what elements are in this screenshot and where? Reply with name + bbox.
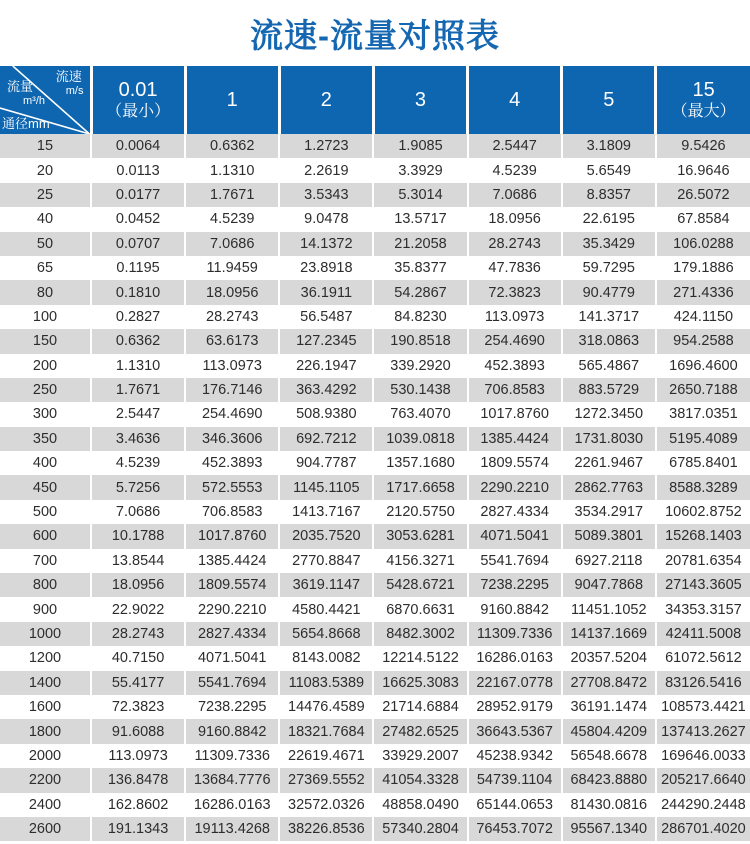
flow-value-cell: 4.5239 — [185, 207, 279, 231]
flow-value-cell: 7238.2295 — [468, 573, 562, 597]
flow-value-cell: 6927.2118 — [562, 549, 656, 573]
flow-value-cell: 1809.5574 — [468, 451, 562, 475]
row-header-diameter: 800 — [32, 577, 58, 594]
row-header-diameter: 25 — [36, 186, 54, 203]
table-row-dn-700 — [0, 549, 750, 573]
row-header-diameter: 250 — [32, 382, 58, 399]
flow-value-cell: 3534.2917 — [562, 500, 656, 524]
flow-value-cell: 11451.1052 — [562, 597, 656, 621]
row-header-diameter: 450 — [32, 479, 58, 496]
flow-value-cell: 38226.8536 — [279, 817, 373, 841]
flow-value-cell: 15268.1403 — [656, 524, 750, 548]
flow-value-cell: 81430.0816 — [562, 793, 656, 817]
row-header-diameter: 65 — [36, 260, 54, 277]
flow-value-cell: 14.1372 — [279, 232, 373, 256]
table-row-dn-400 — [0, 451, 750, 475]
flow-value-cell: 40.7150 — [91, 646, 185, 670]
table-row-dn-500 — [0, 500, 750, 524]
flow-value-cell: 95567.1340 — [562, 817, 656, 841]
flow-value-cell: 67.8584 — [656, 207, 750, 231]
table-row-dn-50 — [0, 232, 750, 256]
row-header-diameter: 15 — [36, 138, 54, 155]
flow-value-cell: 1413.7167 — [279, 500, 373, 524]
row-header-diameter: 1600 — [28, 699, 62, 716]
flow-value-cell: 565.4867 — [562, 354, 656, 378]
flow-value-cell: 2770.8847 — [279, 549, 373, 573]
flow-value-cell: 1696.4600 — [656, 354, 750, 378]
flow-value-cell: 42411.5008 — [656, 622, 750, 646]
flow-value-cell: 28.2743 — [185, 305, 279, 329]
flow-value-cell: 14476.4589 — [279, 695, 373, 719]
flow-value-cell: 0.0452 — [91, 207, 185, 231]
flow-value-cell: 20781.6354 — [656, 549, 750, 573]
flow-value-cell: 2.2619 — [279, 158, 373, 182]
flow-value-cell: 0.6362 — [185, 134, 279, 158]
row-header-diameter: 900 — [32, 601, 58, 618]
flow-value-cell: 1017.8760 — [468, 402, 562, 426]
flow-value-cell: 191.1343 — [91, 817, 185, 841]
flow-value-cell: 179.1886 — [656, 256, 750, 280]
flow-value-cell: 2290.2210 — [468, 475, 562, 499]
flow-value-cell: 11309.7336 — [185, 744, 279, 768]
flow-value-cell: 7.0686 — [185, 232, 279, 256]
table-row-dn-300 — [0, 402, 750, 426]
flow-value-cell: 9047.7868 — [562, 573, 656, 597]
flow-value-cell: 2290.2210 — [185, 597, 279, 621]
flow-value-cell: 8143.0082 — [279, 646, 373, 670]
flow-value-cell: 27708.8472 — [562, 671, 656, 695]
flow-value-cell: 7238.2295 — [185, 695, 279, 719]
column-header-value: 0.01 — [118, 79, 158, 101]
table-row-dn-1200 — [0, 646, 750, 670]
flow-value-cell: 5195.4089 — [656, 427, 750, 451]
row-header-diameter: 1800 — [28, 723, 62, 740]
flow-value-cell: 26.5072 — [656, 183, 750, 207]
flow-value-cell: 22.6195 — [562, 207, 656, 231]
flow-value-cell: 1.9085 — [373, 134, 467, 158]
flow-value-cell: 1039.0818 — [373, 427, 467, 451]
flow-value-cell: 254.4690 — [185, 402, 279, 426]
flow-value-cell: 10602.8752 — [656, 500, 750, 524]
flow-value-cell: 1272.3450 — [562, 402, 656, 426]
flow-value-cell: 452.3893 — [185, 451, 279, 475]
flow-value-cell: 6870.6631 — [373, 597, 467, 621]
flow-value-cell: 7.0686 — [468, 183, 562, 207]
flow-value-cell: 424.1150 — [656, 305, 750, 329]
column-header-value: 1 — [226, 89, 238, 111]
flow-value-cell: 1385.4424 — [185, 549, 279, 573]
row-header-diameter: 2600 — [28, 821, 62, 838]
table-row-dn-2400 — [0, 793, 750, 817]
flow-value-cell: 57340.2804 — [373, 817, 467, 841]
flow-value-cell: 22619.4671 — [279, 744, 373, 768]
page-title: 流速-流量对照表 — [250, 16, 500, 54]
flow-value-cell: 13.5717 — [373, 207, 467, 231]
flow-value-cell: 141.3717 — [562, 305, 656, 329]
flow-value-cell: 4156.3271 — [373, 549, 467, 573]
flow-value-cell: 2035.7520 — [279, 524, 373, 548]
row-header-diameter: 600 — [32, 528, 58, 545]
header-row — [0, 66, 750, 134]
table-row-dn-350 — [0, 427, 750, 451]
row-header-diameter: 80 — [36, 284, 54, 301]
table-row-dn-100 — [0, 305, 750, 329]
flow-value-cell: 530.1438 — [373, 378, 467, 402]
flow-value-cell: 22.9022 — [91, 597, 185, 621]
flow-value-cell: 113.0973 — [91, 744, 185, 768]
flow-value-cell: 18.0956 — [91, 573, 185, 597]
flow-value-cell: 56548.6678 — [562, 744, 656, 768]
flow-value-cell: 318.0863 — [562, 329, 656, 353]
flow-value-cell: 0.0177 — [91, 183, 185, 207]
table-row-dn-450 — [0, 475, 750, 499]
flow-value-cell: 11083.5389 — [279, 671, 373, 695]
flow-value-cell: 5541.7694 — [468, 549, 562, 573]
flow-value-cell: 2827.4334 — [185, 622, 279, 646]
flow-value-cell: 692.7212 — [279, 427, 373, 451]
column-header-value: 2 — [320, 89, 332, 111]
flow-value-cell: 27482.6525 — [373, 719, 467, 743]
column-header-velocity-1 — [185, 66, 279, 134]
flow-value-cell: 10.1788 — [91, 524, 185, 548]
flow-value-cell: 28952.9179 — [468, 695, 562, 719]
flow-value-cell: 3817.0351 — [656, 402, 750, 426]
flow-value-cell: 763.4070 — [373, 402, 467, 426]
flow-value-cell: 18.0956 — [185, 280, 279, 304]
flow-value-cell: 127.2345 — [279, 329, 373, 353]
column-header-velocity-2 — [279, 66, 373, 134]
flow-value-cell: 2261.9467 — [562, 451, 656, 475]
flow-value-cell: 4.5239 — [468, 158, 562, 182]
flow-value-cell: 14137.1669 — [562, 622, 656, 646]
flow-value-cell: 47.7836 — [468, 256, 562, 280]
flow-value-cell: 35.8377 — [373, 256, 467, 280]
flow-value-cell: 1731.8030 — [562, 427, 656, 451]
flow-value-cell: 205217.6640 — [656, 768, 750, 792]
flow-value-cell: 23.8918 — [279, 256, 373, 280]
flow-value-cell: 6785.8401 — [656, 451, 750, 475]
column-header-value: 3 — [414, 89, 427, 111]
row-header-diameter: 500 — [32, 504, 58, 521]
column-header-velocity-0.01 — [91, 66, 185, 134]
row-header-diameter: 100 — [32, 308, 58, 325]
row-header-diameter: 300 — [32, 406, 58, 423]
flow-value-cell: 54739.1104 — [468, 768, 562, 792]
flow-value-cell: 0.0707 — [91, 232, 185, 256]
flow-value-cell: 271.4336 — [656, 280, 750, 304]
flow-value-cell: 41054.3328 — [373, 768, 467, 792]
flow-value-cell: 76453.7072 — [468, 817, 562, 841]
flow-value-cell: 45238.9342 — [468, 744, 562, 768]
flow-value-cell: 9160.8842 — [185, 719, 279, 743]
flow-value-cell: 84.8230 — [373, 305, 467, 329]
flow-value-cell: 3.1809 — [562, 134, 656, 158]
row-header-diameter: 400 — [32, 455, 58, 472]
table-row-dn-25 — [0, 183, 750, 207]
table-row-dn-1000 — [0, 622, 750, 646]
flow-value-cell: 2.5447 — [91, 402, 185, 426]
flow-value-cell: 16625.3083 — [373, 671, 467, 695]
flow-value-cell: 11.9459 — [185, 256, 279, 280]
flow-value-cell: 16286.0163 — [185, 793, 279, 817]
flow-value-cell: 54.2867 — [373, 280, 467, 304]
column-header-velocity-4 — [468, 66, 562, 134]
row-header-diameter: 1400 — [28, 674, 62, 691]
flow-value-cell: 27143.3605 — [656, 573, 750, 597]
row-header-diameter: 2200 — [28, 772, 62, 789]
column-header-velocity-15 — [656, 66, 750, 134]
corner-diameter-label: 通径mm — [2, 116, 50, 132]
flow-value-cell: 572.5553 — [185, 475, 279, 499]
flow-value-cell: 5654.8668 — [279, 622, 373, 646]
flow-value-cell: 226.1947 — [279, 354, 373, 378]
table-corner-cell — [0, 66, 91, 134]
flow-value-cell: 16286.0163 — [468, 646, 562, 670]
table-row-dn-1600 — [0, 695, 750, 719]
flow-value-cell: 1357.1680 — [373, 451, 467, 475]
flow-value-cell: 34353.3157 — [656, 597, 750, 621]
flow-value-cell: 9.0478 — [279, 207, 373, 231]
flow-value-cell: 3053.6281 — [373, 524, 467, 548]
flow-value-cell: 2827.4334 — [468, 500, 562, 524]
flow-value-cell: 0.1195 — [91, 256, 185, 280]
flow-value-cell: 13684.7776 — [185, 768, 279, 792]
flow-value-cell: 20357.5204 — [562, 646, 656, 670]
flow-value-cell: 32572.0326 — [279, 793, 373, 817]
flow-value-cell: 68423.8880 — [562, 768, 656, 792]
table-row-dn-40 — [0, 207, 750, 231]
flow-value-cell: 363.4292 — [279, 378, 373, 402]
table-row-dn-65 — [0, 256, 750, 280]
table-row-dn-250 — [0, 378, 750, 402]
flow-value-cell: 244290.2448 — [656, 793, 750, 817]
flow-value-cell: 72.3823 — [468, 280, 562, 304]
flow-value-cell: 28.2743 — [468, 232, 562, 256]
table-row-dn-15 — [0, 134, 750, 158]
flow-value-cell: 3.4636 — [91, 427, 185, 451]
row-header-diameter: 150 — [32, 333, 58, 350]
flow-value-cell: 4580.4421 — [279, 597, 373, 621]
flow-value-cell: 162.8602 — [91, 793, 185, 817]
flow-value-cell: 63.6173 — [185, 329, 279, 353]
flow-value-cell: 36.1911 — [279, 280, 373, 304]
flow-value-cell: 5089.3801 — [562, 524, 656, 548]
row-header-diameter: 350 — [32, 430, 58, 447]
flow-value-cell: 113.0973 — [468, 305, 562, 329]
column-header-value: 4 — [509, 89, 521, 111]
flow-value-cell: 36191.1474 — [562, 695, 656, 719]
row-header-diameter: 700 — [32, 552, 58, 569]
flow-value-cell: 190.8518 — [373, 329, 467, 353]
flow-value-cell: 21714.6884 — [373, 695, 467, 719]
flow-value-cell: 16.9646 — [656, 158, 750, 182]
flow-value-cell: 28.2743 — [91, 622, 185, 646]
table-row-dn-150 — [0, 329, 750, 353]
flow-value-cell: 113.0973 — [185, 354, 279, 378]
table-row-dn-900 — [0, 597, 750, 621]
flow-value-cell: 508.9380 — [279, 402, 373, 426]
flow-value-cell: 339.2920 — [373, 354, 467, 378]
flow-value-cell: 286701.4020 — [656, 817, 750, 841]
table-row-dn-200 — [0, 354, 750, 378]
flow-value-cell: 0.1810 — [91, 280, 185, 304]
flow-value-cell: 0.0064 — [91, 134, 185, 158]
flow-value-cell: 19113.4268 — [185, 817, 279, 841]
title-bar — [0, 0, 750, 66]
flow-rate-table — [0, 66, 750, 841]
flow-value-cell: 8482.3002 — [373, 622, 467, 646]
column-header-value: 15 — [692, 79, 715, 101]
flow-value-cell: 0.0113 — [91, 158, 185, 182]
flow-value-cell: 91.6088 — [91, 719, 185, 743]
flow-value-cell: 2862.7763 — [562, 475, 656, 499]
flow-value-cell: 22167.0778 — [468, 671, 562, 695]
row-header-diameter: 1000 — [28, 626, 62, 642]
flow-value-cell: 13.8544 — [91, 549, 185, 573]
table-row-dn-2200 — [0, 768, 750, 792]
flow-value-cell: 1.1310 — [91, 354, 185, 378]
corner-velocity-label: 流速 m/s — [55, 69, 84, 97]
row-header-diameter: 1200 — [28, 650, 62, 667]
flow-value-cell: 18.0956 — [468, 207, 562, 231]
flow-value-cell: 21.2058 — [373, 232, 467, 256]
flow-value-cell: 346.3606 — [185, 427, 279, 451]
flow-value-cell: 4.5239 — [91, 451, 185, 475]
flow-value-cell: 65144.0653 — [468, 793, 562, 817]
flow-value-cell: 5.3014 — [373, 183, 467, 207]
table-row-dn-800 — [0, 573, 750, 597]
column-header-qualifier: （最大） — [671, 103, 736, 120]
flow-value-cell: 108573.4421 — [656, 695, 750, 719]
flow-value-cell: 1809.5574 — [185, 573, 279, 597]
flow-value-cell: 1717.6658 — [373, 475, 467, 499]
row-header-diameter: 2000 — [28, 747, 62, 764]
row-header-diameter: 2400 — [28, 796, 62, 813]
flow-value-cell: 45804.4209 — [562, 719, 656, 743]
flow-value-cell: 5.6549 — [562, 158, 656, 182]
flow-value-cell: 1385.4424 — [468, 427, 562, 451]
row-header-diameter: 20 — [36, 162, 54, 179]
flow-value-cell: 1.2723 — [279, 134, 373, 158]
flow-value-cell: 7.0686 — [91, 500, 185, 524]
flow-value-cell: 1.1310 — [185, 158, 279, 182]
flow-value-cell: 11309.7336 — [468, 622, 562, 646]
flow-value-cell: 136.8478 — [91, 768, 185, 792]
flow-value-cell: 48858.0490 — [373, 793, 467, 817]
flow-value-cell: 5428.6721 — [373, 573, 467, 597]
flow-value-cell: 954.2588 — [656, 329, 750, 353]
flow-value-cell: 55.4177 — [91, 671, 185, 695]
flow-value-cell: 2.5447 — [468, 134, 562, 158]
flow-value-cell: 106.0288 — [656, 232, 750, 256]
table-row-dn-2000 — [0, 744, 750, 768]
column-header-qualifier: （最小） — [106, 103, 171, 120]
flow-value-cell: 9.5426 — [656, 134, 750, 158]
flow-value-cell: 8.8357 — [562, 183, 656, 207]
flow-value-cell: 706.8583 — [468, 378, 562, 402]
flow-value-cell: 0.6362 — [91, 329, 185, 353]
flow-value-cell: 1145.1105 — [279, 475, 373, 499]
table-row-dn-80 — [0, 280, 750, 304]
flow-value-cell: 904.7787 — [279, 451, 373, 475]
table-row-dn-2600 — [0, 817, 750, 841]
flow-value-cell: 56.5487 — [279, 305, 373, 329]
flow-value-cell: 61072.5612 — [656, 646, 750, 670]
flow-value-cell: 83126.5416 — [656, 671, 750, 695]
flow-value-cell: 176.7146 — [185, 378, 279, 402]
flow-value-cell: 90.4779 — [562, 280, 656, 304]
flow-value-cell: 9160.8842 — [468, 597, 562, 621]
table-row-dn-1400 — [0, 671, 750, 695]
flow-value-cell: 706.8583 — [185, 500, 279, 524]
corner-flow-label: 流量 m³/h — [7, 79, 45, 107]
flow-value-cell: 452.3893 — [468, 354, 562, 378]
row-header-diameter: 50 — [36, 235, 54, 252]
flow-value-cell: 36643.5367 — [468, 719, 562, 743]
table-body — [0, 134, 750, 841]
flow-value-cell: 27369.5552 — [279, 768, 373, 792]
flow-value-cell: 4071.5041 — [185, 646, 279, 670]
row-header-diameter: 200 — [32, 357, 58, 374]
flow-value-cell: 1017.8760 — [185, 524, 279, 548]
flow-value-cell: 137413.2627 — [656, 719, 750, 743]
flow-value-cell: 2120.5750 — [373, 500, 467, 524]
flow-value-cell: 3.5343 — [279, 183, 373, 207]
table-row-dn-20 — [0, 158, 750, 182]
flow-value-cell: 0.2827 — [91, 305, 185, 329]
column-header-velocity-5 — [562, 66, 656, 134]
flow-value-cell: 33929.2007 — [373, 744, 467, 768]
table-row-dn-600 — [0, 524, 750, 548]
flow-value-cell: 169646.0033 — [656, 744, 750, 768]
flow-value-cell: 3619.1147 — [279, 573, 373, 597]
flow-value-cell: 254.4690 — [468, 329, 562, 353]
flow-value-cell: 5541.7694 — [185, 671, 279, 695]
row-header-diameter: 40 — [36, 211, 54, 228]
flow-value-cell: 3.3929 — [373, 158, 467, 182]
flow-value-cell: 1.7671 — [91, 378, 185, 402]
flow-value-cell: 4071.5041 — [468, 524, 562, 548]
flow-value-cell: 35.3429 — [562, 232, 656, 256]
flow-value-cell: 2650.7188 — [656, 378, 750, 402]
flow-value-cell: 883.5729 — [562, 378, 656, 402]
column-header-velocity-3 — [373, 66, 467, 134]
flow-value-cell: 1.7671 — [185, 183, 279, 207]
flow-value-cell: 12214.5122 — [373, 646, 467, 670]
flow-value-cell: 8588.3289 — [656, 475, 750, 499]
flow-value-cell: 5.7256 — [91, 475, 185, 499]
flow-value-cell: 72.3823 — [91, 695, 185, 719]
table-row-dn-1800 — [0, 719, 750, 743]
flow-value-cell: 18321.7684 — [279, 719, 373, 743]
flow-value-cell: 59.7295 — [562, 256, 656, 280]
column-header-value: 5 — [603, 89, 615, 111]
